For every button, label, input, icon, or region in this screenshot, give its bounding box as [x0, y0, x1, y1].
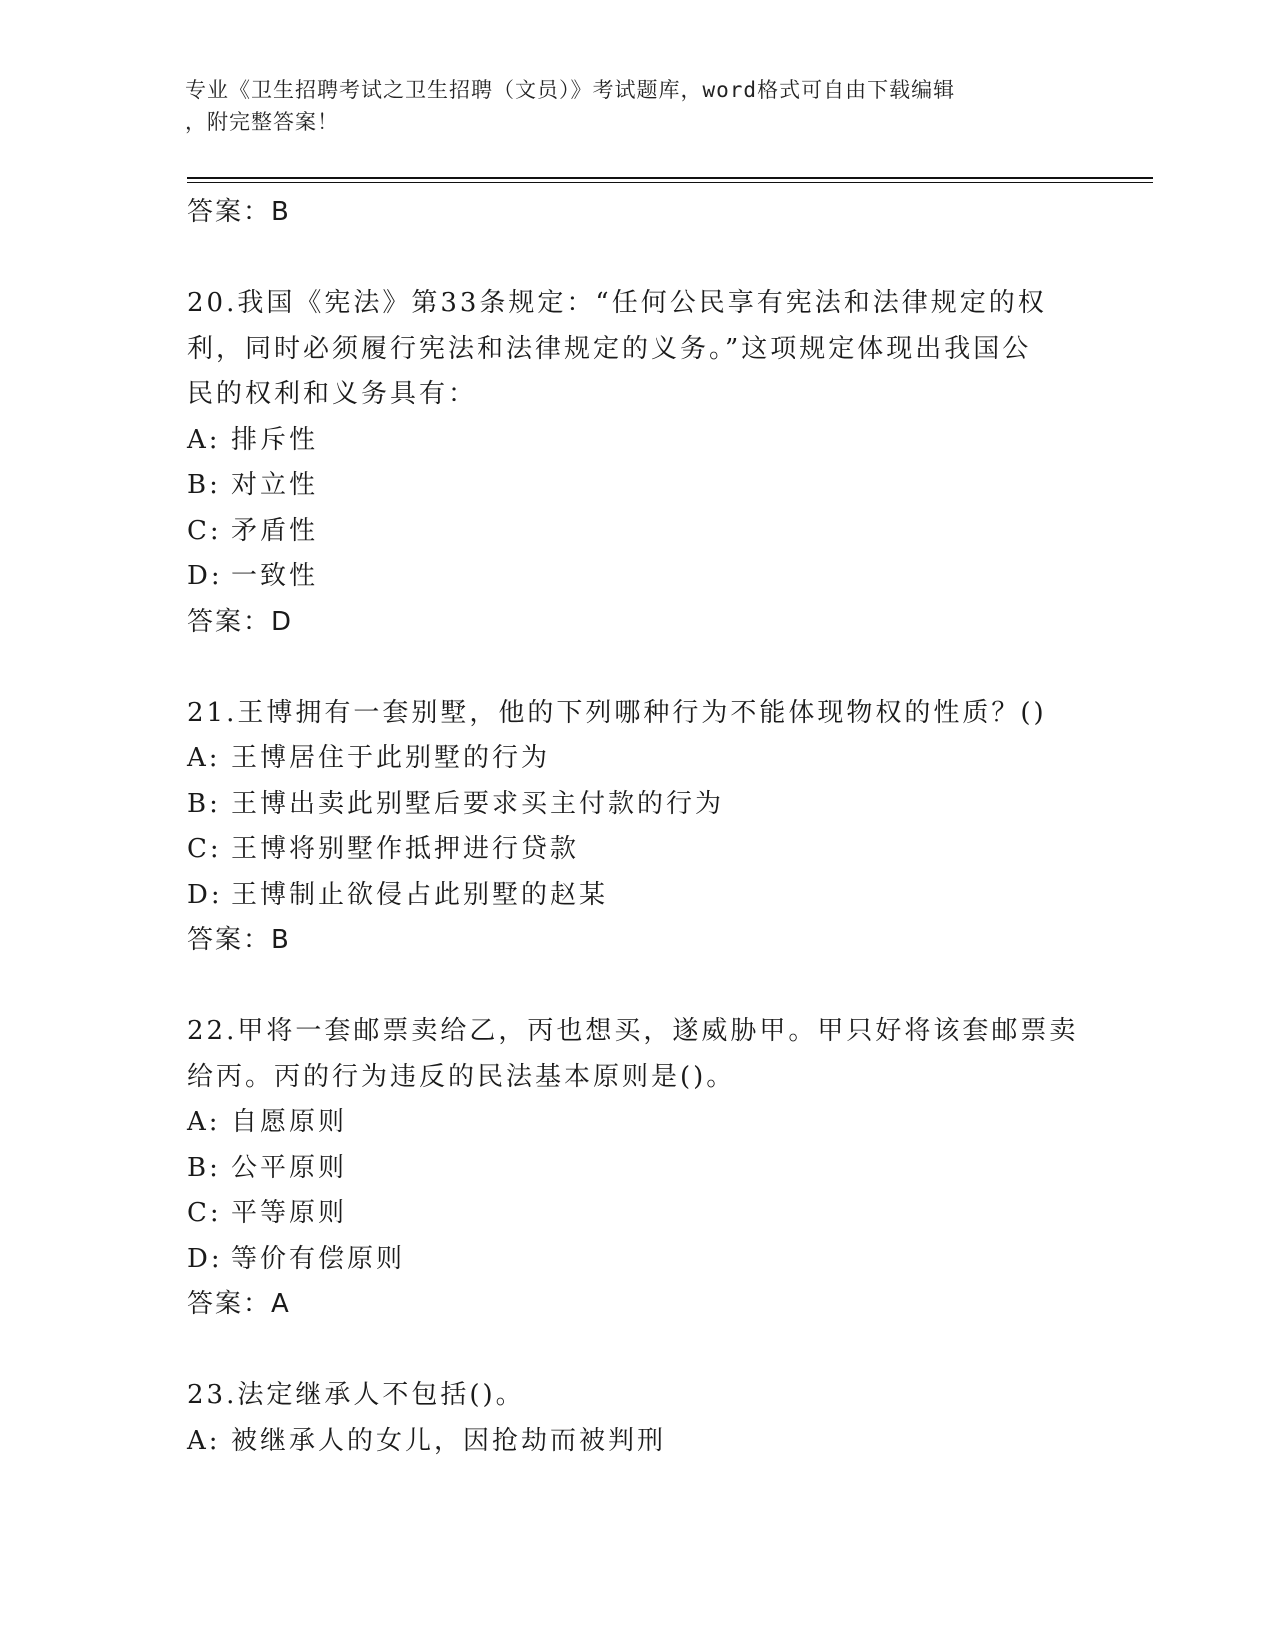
header-line-1: 专业《卫生招聘考试之卫生招聘（文员）》考试题库，word格式可自由下载编辑 — [185, 78, 956, 102]
option-key: D: — [187, 561, 223, 591]
question-item — [187, 1373, 1087, 1464]
option-key: D: — [187, 1243, 223, 1274]
spacer — [187, 645, 1087, 691]
question-stem-line: 22.甲将一套邮票卖给乙，丙也想买，遂威胁甲。甲只好将该套邮票卖 — [187, 1016, 1079, 1046]
option-key: A: — [187, 743, 221, 773]
option-c — [187, 1191, 1087, 1237]
option-text: 排斥性 — [231, 424, 319, 455]
option-text: 等价有偿原则 — [231, 1243, 406, 1274]
option-key: A: — [187, 424, 221, 455]
page-header — [185, 74, 1085, 138]
option-text: 对立性 — [231, 470, 319, 500]
question-stem-line: 20.我国《宪法》第33条规定：“任何公民享有宪法和法律规定的权 — [187, 288, 1047, 318]
option-b — [187, 1146, 1087, 1192]
option-a — [187, 1419, 1087, 1465]
question-item — [187, 1009, 1087, 1328]
header-line-2: ，附完整答案！ — [185, 110, 339, 134]
previous-answer: 答案：B — [187, 197, 291, 227]
option-text: 王博将别墅作抵押进行贷款 — [231, 834, 580, 864]
option-key: D: — [187, 879, 223, 910]
option-key: B: — [187, 788, 221, 819]
option-text: 被继承人的女儿，因抢劫而被判刑 — [231, 1425, 667, 1456]
option-key: C: — [187, 1198, 222, 1228]
option-b — [187, 463, 1087, 509]
option-text: 王博制止欲侵占此别墅的赵某 — [231, 879, 609, 910]
question-item — [187, 691, 1087, 964]
option-key: C: — [187, 834, 222, 864]
answer-line: 答案：A — [187, 1289, 291, 1319]
option-text: 自愿原则 — [231, 1107, 348, 1137]
question-stem-line: 民的权利和义务具有： — [187, 379, 478, 409]
option-c — [187, 509, 1087, 555]
answer-line: 答案：D — [187, 606, 294, 637]
header-rule-thin — [187, 182, 1153, 183]
option-b — [187, 782, 1087, 828]
option-text: 王博出卖此别墅后要求买主付款的行为 — [231, 788, 725, 819]
option-text: 公平原则 — [231, 1152, 348, 1183]
question-item — [187, 281, 1087, 645]
option-key: C: — [187, 515, 222, 546]
option-a — [187, 418, 1087, 464]
option-key: A: — [187, 1425, 221, 1456]
option-a — [187, 736, 1087, 782]
answer-line: 答案：B — [187, 925, 291, 955]
option-d — [187, 873, 1087, 919]
question-stem-line: 23.法定继承人不包括()。 — [187, 1380, 525, 1410]
option-text: 一致性 — [231, 561, 319, 591]
header-rule-thick — [187, 177, 1153, 179]
option-d — [187, 554, 1087, 600]
spacer — [187, 236, 1087, 282]
option-key: A: — [187, 1107, 221, 1137]
question-stem-line: 21.王博拥有一套别墅，他的下列哪种行为不能体现物权的性质？() — [187, 697, 1047, 728]
question-list — [187, 190, 1087, 1464]
question-stem-line: 给丙。丙的行为违反的民法基本原则是()。 — [187, 1061, 736, 1092]
option-c — [187, 827, 1087, 873]
option-text: 平等原则 — [231, 1198, 348, 1228]
spacer — [187, 1328, 1087, 1374]
question-stem-line: 利，同时必须履行宪法和法律规定的义务。”这项规定体现出我国公 — [187, 333, 1032, 364]
option-text: 矛盾性 — [231, 515, 319, 546]
option-text: 王博居住于此别墅的行为 — [231, 743, 551, 773]
option-a — [187, 1100, 1087, 1146]
option-d — [187, 1237, 1087, 1283]
option-key: B: — [187, 470, 221, 500]
spacer — [187, 964, 1087, 1010]
option-key: B: — [187, 1152, 221, 1183]
